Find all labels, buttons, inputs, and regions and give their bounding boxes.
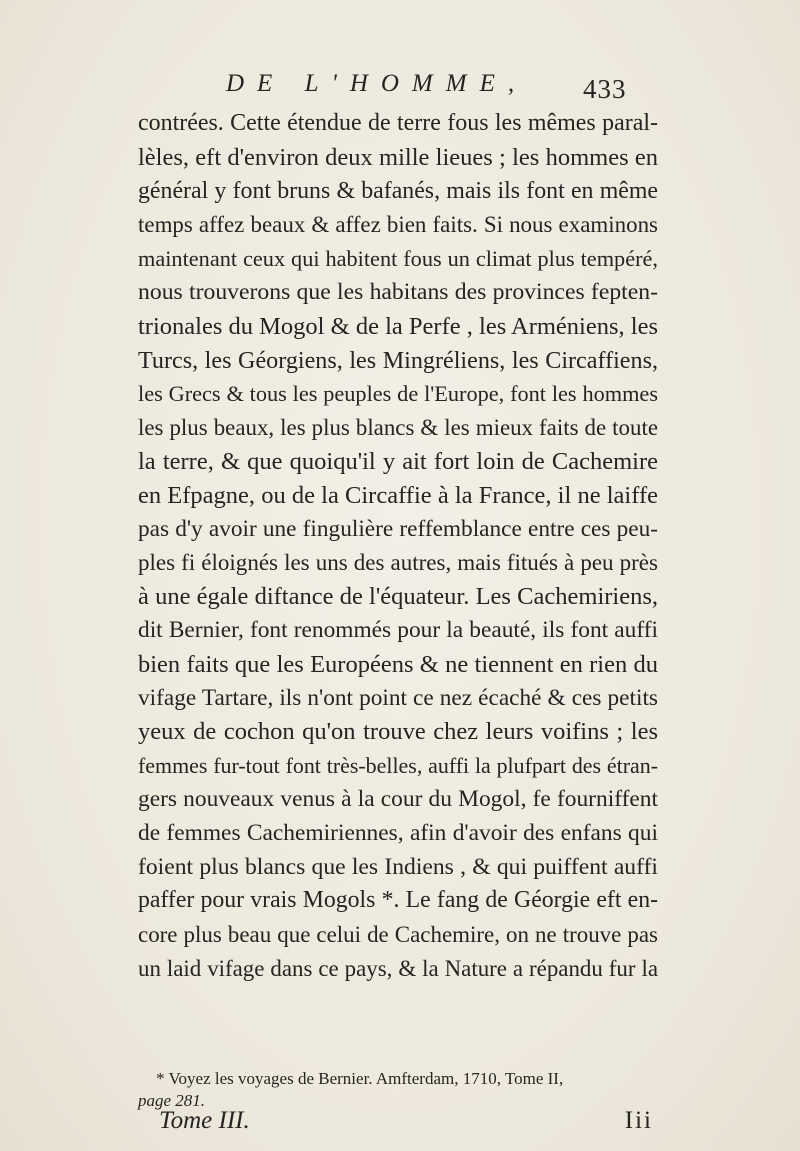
text-line: core plus beau que celui de Cachemire, on ne trouve pas bbox=[138, 922, 658, 948]
text-line: femmes fur-tout font très-belles, auffi la plufpart des étran- bbox=[138, 753, 658, 779]
text-line: un laid vifage dans ce pays, & la Nature a répandu fur la bbox=[138, 955, 658, 981]
body-text bbox=[138, 107, 658, 986]
text-line: pas d'y avoir une fingulière reffemblance entre ces peu- bbox=[138, 515, 658, 542]
volume-label: Tome III. bbox=[159, 1107, 250, 1134]
text-line: de femmes Cachemiriennes, afin d'avoir des enfans qui bbox=[138, 819, 658, 846]
text-line: gers nouveaux venus à la cour du Mogol, fe fourniffent bbox=[138, 785, 658, 812]
text-line: foient plus blancs que les Indiens , & qui puiffent auffi bbox=[138, 853, 658, 880]
text-line: trionales du Mogol & de la Perfe , les Arméniens, les bbox=[138, 312, 658, 340]
page-number: 433 bbox=[583, 74, 627, 104]
text-line: maintenant ceux qui habitent fous un climat plus tempéré, bbox=[138, 246, 658, 272]
text-line: lèles, eft d'environ deux mille lieues ; les hommes en bbox=[138, 143, 658, 171]
text-line: les Grecs & tous les peuples de l'Europe, font les hommes bbox=[138, 381, 658, 407]
text-line: ples fi éloignés les uns des autres, mais fitués à peu près bbox=[138, 549, 658, 576]
text-line: la terre, & que quoiqu'il y ait fort loin de Cachemire bbox=[138, 447, 658, 475]
text-line: temps affez beaux & affez bien faits. Si nous examinons bbox=[138, 212, 658, 238]
signature-mark: Iii bbox=[624, 1107, 653, 1134]
text-line: paffer pour vrais Mogols *. Le fang de Géorgie eft en- bbox=[138, 887, 658, 914]
text-line: dit Bernier, font renommés pour la beauté, ils font auffi bbox=[138, 616, 658, 643]
footnote-line: page 281. bbox=[138, 1091, 206, 1110]
running-header: DE L'HOMME, bbox=[226, 70, 528, 97]
text-line: nous trouverons que les habitans des provinces fepten- bbox=[138, 278, 658, 305]
footnote-line: * Voyez les voyages de Bernier. Amfterdam, 1710, Tome II, bbox=[156, 1069, 564, 1088]
text-line: général y font bruns & bafanés, mais ils font en même bbox=[138, 177, 658, 204]
text-line: contrées. Cette étendue de terre fous les mêmes paral- bbox=[138, 110, 658, 136]
page-footer bbox=[159, 1107, 659, 1139]
text-line: yeux de cochon qu'on trouve chez leurs voifins ; les bbox=[138, 718, 658, 746]
text-line: vifage Tartare, ils n'ont point ce nez écaché & ces petits bbox=[138, 684, 658, 711]
text-line: les plus beaux, les plus blancs & les mieux faits de toute bbox=[138, 415, 658, 441]
text-line: bien faits que les Européens & ne tiennent en rien du bbox=[138, 650, 658, 678]
text-line: en Efpagne, ou de la Circaffie à la France, il ne laiffe bbox=[138, 481, 658, 509]
text-line: à une égale diftance de l'équateur. Les Cachemiriens, bbox=[138, 583, 658, 611]
footnote bbox=[138, 1068, 658, 1112]
text-line: Turcs, les Géorgiens, les Mingréliens, les Circaffiens, bbox=[138, 346, 658, 374]
